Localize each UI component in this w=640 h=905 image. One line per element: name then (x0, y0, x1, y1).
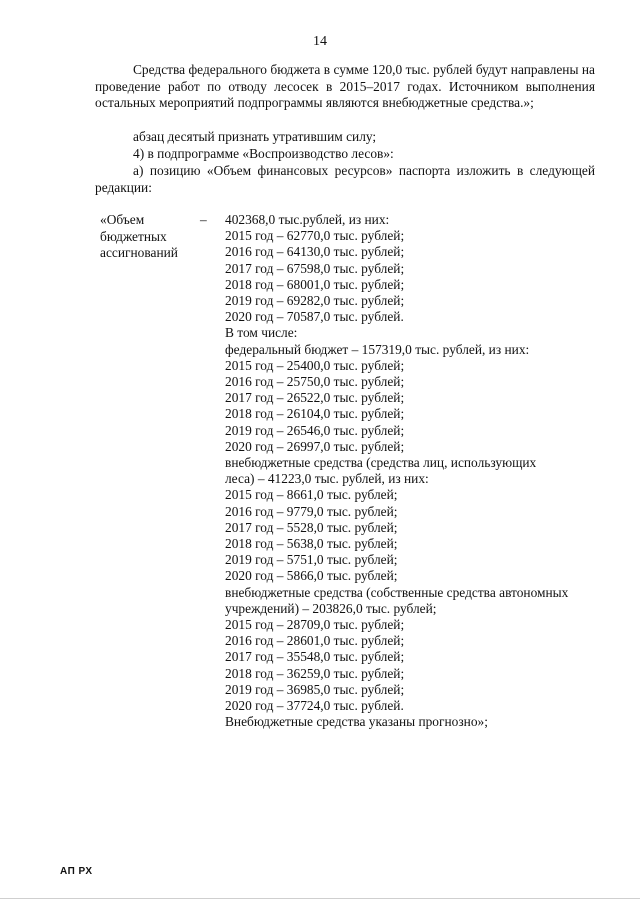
position-value-line: внебюджетные средства (собственные средства автономных (225, 584, 569, 600)
page-number: 14 (313, 34, 327, 49)
position-value-line: 2020 год – 37724,0 тыс. рублей. (225, 698, 404, 713)
position-value-line: 2017 год – 67598,0 тыс. рублей; (225, 260, 405, 276)
position-value-line: 2015 год – 8661,0 тыс. рублей; (225, 487, 398, 503)
position-value-line: 2019 год – 26546,0 тыс. рублей; (225, 422, 405, 438)
position-value-line: 2018 год – 68001,0 тыс. рублей; (225, 276, 405, 292)
position-value-line: учреждений) – 203826,0 тыс. рублей; (225, 600, 437, 616)
position-value-line: 2018 год – 5638,0 тыс. рублей; (225, 536, 398, 551)
paragraph-subprogram: 4) в подпрограмме «Воспроизводство лесов»: (133, 146, 394, 161)
position-value-line: 2016 год – 9779,0 тыс. рублей; (225, 503, 398, 519)
position-value-line: 402368,0 тыс.рублей, из них: (225, 212, 390, 227)
position-value-line: 2017 год – 35548,0 тыс. рублей; (225, 649, 405, 665)
paragraph-position-a: а) позицию «Объем финансовых ресурсов» паспорта изложить в следующей редакции: (95, 163, 595, 195)
position-value-line: 2015 год – 25400,0 тыс. рублей; (225, 357, 405, 373)
position-label-line: бюджетных (100, 228, 167, 244)
position-label-line: «Объем (100, 212, 145, 227)
position-value-line: 2019 год – 5751,0 тыс. рублей; (225, 552, 398, 568)
paragraph-federal-budget: Средства федерального бюджета в сумме 120,0 тыс. рублей будут направлены на проведение работ по отводу лесосек в 2015–2017 годах. Источником выполнения остальных мероприятий подпрограммы являются внебюджетные средства.»; (95, 62, 595, 110)
position-value-line: 2016 год – 25750,0 тыс. рублей; (225, 374, 405, 389)
position-value-line: 2017 год – 26522,0 тыс. рублей; (225, 390, 405, 406)
position-dash: – (200, 212, 207, 227)
position-value-line: 2020 год – 5866,0 тыс. рублей; (225, 568, 398, 584)
position-value-line: 2018 год – 36259,0 тыс. рублей; (225, 665, 405, 681)
position-value-line: В том числе: (225, 325, 298, 341)
position-value-line: 2016 год – 28601,0 тыс. рублей; (225, 633, 405, 649)
position-value-line: Внебюджетные средства указаны прогнозно»; (225, 714, 488, 730)
bottom-rule (0, 898, 640, 899)
position-value-line: 2019 год – 36985,0 тыс. рублей; (225, 681, 405, 697)
position-value-line: внебюджетные средства (средства лиц, использующих (225, 455, 537, 470)
paragraph-tenth-abzac: абзац десятый признать утратившим силу; (133, 129, 377, 144)
position-value-line: 2015 год – 28709,0 тыс. рублей; (225, 617, 405, 632)
position-value-line: 2015 год – 62770,0 тыс. рублей; (225, 228, 405, 244)
position-label-line: ассигнований (100, 245, 178, 260)
position-value-line: 2016 год – 64130,0 тыс. рублей; (225, 244, 405, 260)
position-value-line: 2020 год – 70587,0 тыс. рублей. (225, 309, 404, 325)
position-value-line: 2018 год – 26104,0 тыс. рублей; (225, 406, 405, 422)
position-value-line: федеральный бюджет – 157319,0 тыс. рублей, из них: (225, 341, 530, 357)
position-value-line: леса) – 41223,0 тыс. рублей, из них: (225, 471, 429, 487)
position-value-line: 2019 год – 69282,0 тыс. рублей; (225, 293, 405, 308)
position-value-line: 2020 год – 26997,0 тыс. рублей; (225, 438, 405, 454)
position-value-line: 2017 год – 5528,0 тыс. рублей; (225, 519, 398, 535)
footer-stamp: АП РХ (60, 866, 93, 877)
